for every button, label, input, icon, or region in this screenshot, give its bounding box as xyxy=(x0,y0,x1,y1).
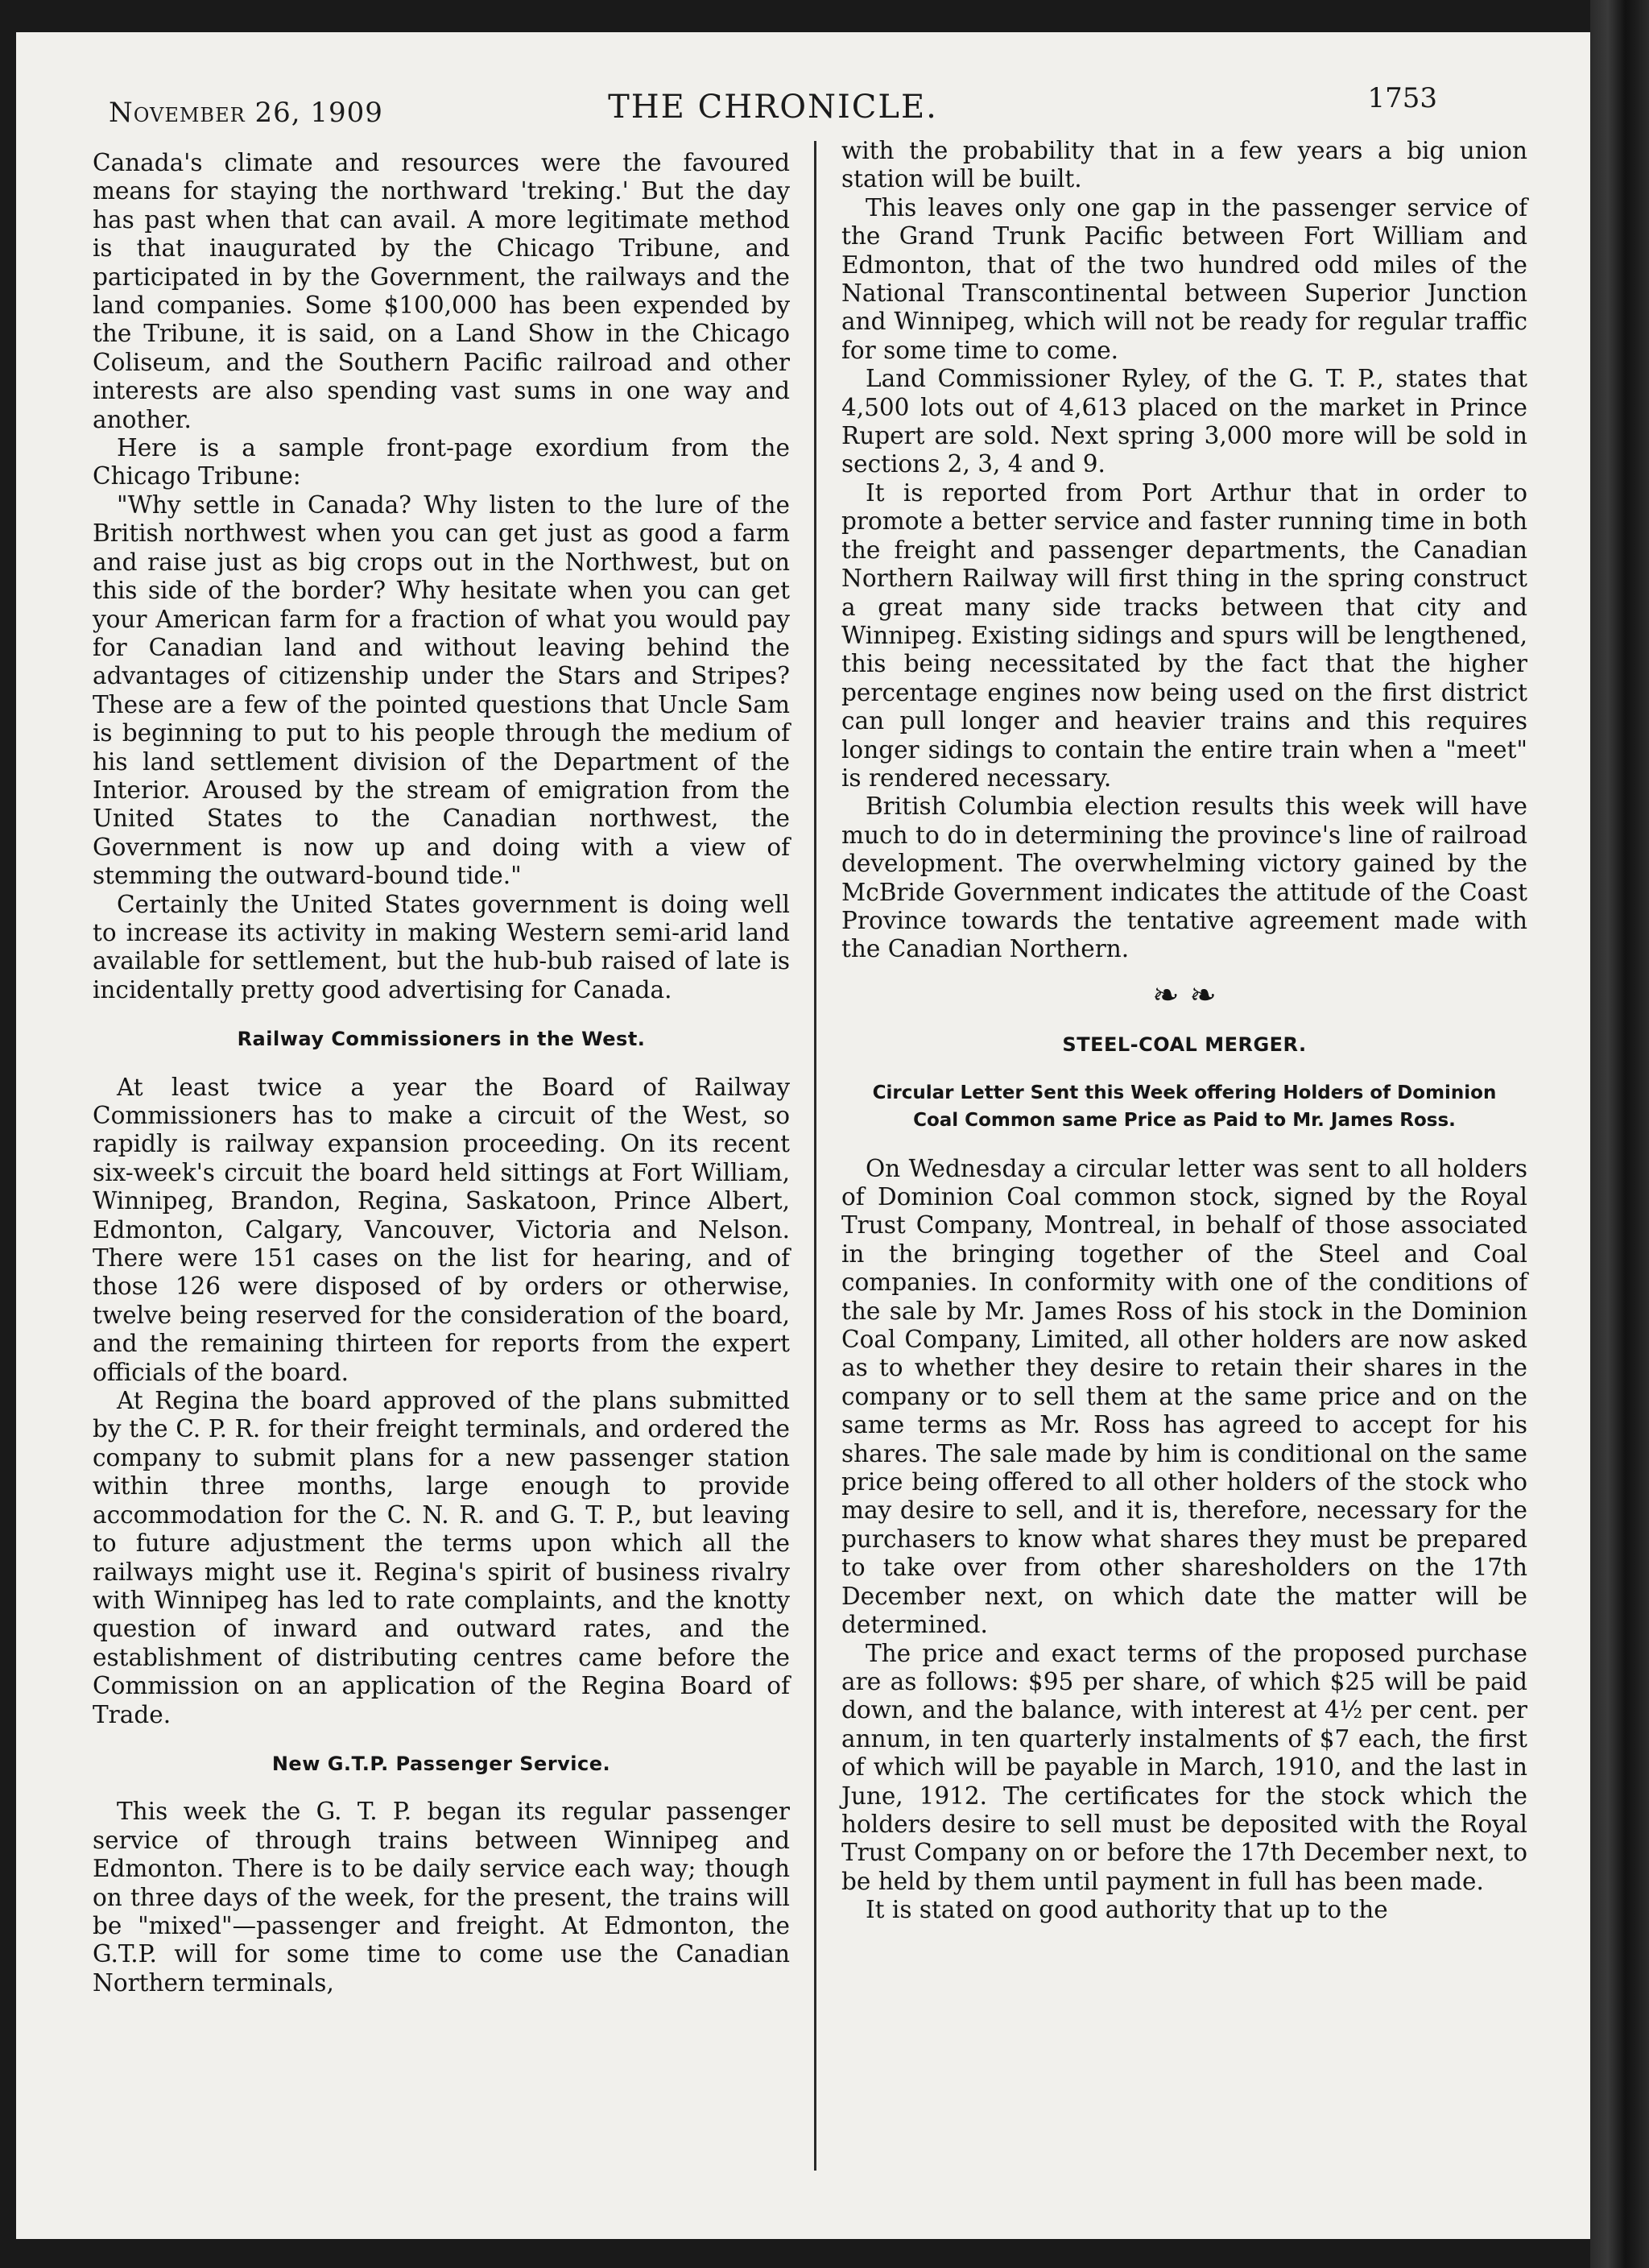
section-heading-steel-coal-merger: STEEL-COAL MERGER. xyxy=(1062,1033,1307,1057)
paragraph: Land Commissioner Ryley, of the G. T. P., states that 4,500 lots out of 4,613 placed on the market in Prince Rupert are sold. Next spring 3,000 more will be sold in sections 2, 3, 4 and 9. xyxy=(841,365,1527,478)
paragraph: with the probability that in a few years a big union station will be built. xyxy=(841,137,1527,193)
paragraph: On Wednesday a circular letter was sent to all holders of Dominion Coal common stock, signed by the Royal Trust Company, Montreal, in behalf of those associated in the bringing together of the Steel and Coal companies. In conformity with one of the conditions of the sale by Mr. James Ross of his stock in the Dominion Coal Company, Limited, all other holders are now asked as to whether they desire to retain their shares in the company or to sell them at the same price and on the same terms as Mr. Ross has agreed to accept for his shares. The sale made by him is conditional on the same price being offered to all other holders of the stock who may desire to sell, and it is, therefore, necessary for the purchasers to know what shares they must be prepared to take over from other sharesholders on the 17th December next, on which date the matter will be determined. xyxy=(841,1154,1527,1639)
paragraph: This week the G. T. P. began its regular passenger service of through trains between Winnipeg and Edmonton. There is to be daily service each way; though on three days of the week, for the present, the trains will be "mixed"—passenger and freight. At Edmonton, the G.T.P. will for some time to come use the Canadian Northern terminals, xyxy=(93,1798,790,1997)
issue-date: November 26, 1909 xyxy=(109,97,383,129)
section-heading-railway-commissioners: Railway Commissioners in the West. xyxy=(237,1028,646,1051)
paragraph: The price and exact terms of the proposed purchase are as follows: $95 per share, of which $25 will be paid down, and the balance, with interest at 4½ per cent. per annum, in ten quarterly instalments of $7 each, the first of which will be payable in March, 1910, and the last in June, 1912. The certificates for the stock which the holders desire to sell must be deposited with the Royal Trust Company on or before the 17th December next, to be held by them until payment in full has been made. xyxy=(841,1639,1527,1895)
paragraph: Canada's climate and resources were the favoured means for staying the northward 'treking.' But the day has past when that can avail. A more legitimate method is that inaugurated by the Chicago Tribune, and participated in by the Government, the railways and the land companies. Some $100,000 has been expended by the Tribune, it is said, on a Land Show in the Chicago Coliseum, and the Southern Pacific railroad and other interests are also spending vast sums in one way and another. xyxy=(93,149,790,433)
book-spine xyxy=(1590,0,1649,2268)
publication-title: THE CHRONICLE. xyxy=(608,89,938,126)
section-subheading: Circular Letter Sent this Week offering Holders of Dominion Coal Common same Price as Paid to Mr. James Ross. xyxy=(872,1082,1497,1131)
right-column xyxy=(841,137,1527,1925)
paragraph: This leaves only one gap in the passenger service of the Grand Trunk Pacific between Fort William and Edmonton, that of the two hundred odd miles of the National Transcontinental between Superior Junction and Winnipeg, which will not be ready for regular traffic for some time to come. xyxy=(841,193,1527,364)
leaf-ornament-icon: ❧ ❧ xyxy=(1152,976,1217,1014)
page-header xyxy=(109,74,1437,139)
paragraph: Certainly the United States government is doing well to increase its activity in making Western semi-arid land available for settlement, but the hub-bub raised of late is incidentally pretty good advertising for Canada. xyxy=(93,890,790,1004)
section-heading-gtp-passenger-service: New G.T.P. Passenger Service. xyxy=(271,1752,611,1775)
paragraph: British Columbia election results this week will have much to do in determining the province's line of railroad development. The overwhelming victory gained by the McBride Government indicates the attitude of the Coast Province towards the tentative agreement made with the Canadian Northern. xyxy=(841,793,1527,963)
paragraph: At least twice a year the Board of Railway Commissioners has to make a circuit of the West, so rapidly is railway expansion proceeding. On its recent six-week's circuit the board held sittings at Fort William, Winnipeg, Brandon, Regina, Saskatoon, Prince Albert, Edmonton, Calgary, Vancouver, Victoria and Nelson. There were 151 cases on the list for hearing, and of those 126 were disposed of by orders or otherwise, twelve being reserved for the consideration of the board, and the remaining thirteen for reports from the expert officials of the board. xyxy=(93,1073,790,1386)
quoted-paragraph: "Why settle in Canada? Why listen to the lure of the British northwest when you can get just as good a farm and raise just as big crops out in the Northwest, but on this side of the border? Why hesitate when you can get your American farm for a fraction of what you would pay for Canadian land and without leaving behind the advantages of citizenship under the Stars and Stripes? These are a few of the pointed questions that Uncle Sam is beginning to put to his people through the medium of his land settlement division of the Department of the Interior. Aroused by the stream of emigration from the United States to the Canadian northwest, the Government is now up and doing with a view of stemming the outward-bound tide." xyxy=(93,490,790,890)
column-rule xyxy=(814,141,816,2171)
paragraph: It is stated on good authority that up to the xyxy=(866,1896,1388,1924)
paragraph: Here is a sample front-page exordium from the Chicago Tribune: xyxy=(93,434,790,490)
paragraph: It is reported from Port Arthur that in order to promote a better service and faster running time in both the freight and passenger departments, the Canadian Northern Railway will first thing in the spring construct a great many side tracks between that city and Winnipeg. Existing sidings and spurs will be lengthened, this being necessitated by the fact that the higher percentage engines now being used on the first district can pull longer and heavier trains and this requires longer sidings to contain the entire train when a "meet" is rendered necessary. xyxy=(841,478,1527,792)
left-column xyxy=(93,149,790,1997)
page-number: 1753 xyxy=(1367,82,1437,114)
paragraph: At Regina the board approved of the plans submitted by the C. P. R. for their freight terminals, and ordered the company to submit plans for a new passenger station within three months, large enough to provide accommodation for the C. N. R. and G. T. P., but leaving to future adjustment the terms upon which all the railways might use it. Regina's spirit of business rivalry with Winnipeg has led to rate complaints, and the knotty question of inward and outward rates, and the establishment of distributing centres came before the Commission on an application of the Regina Board of Trade. xyxy=(93,1387,790,1728)
